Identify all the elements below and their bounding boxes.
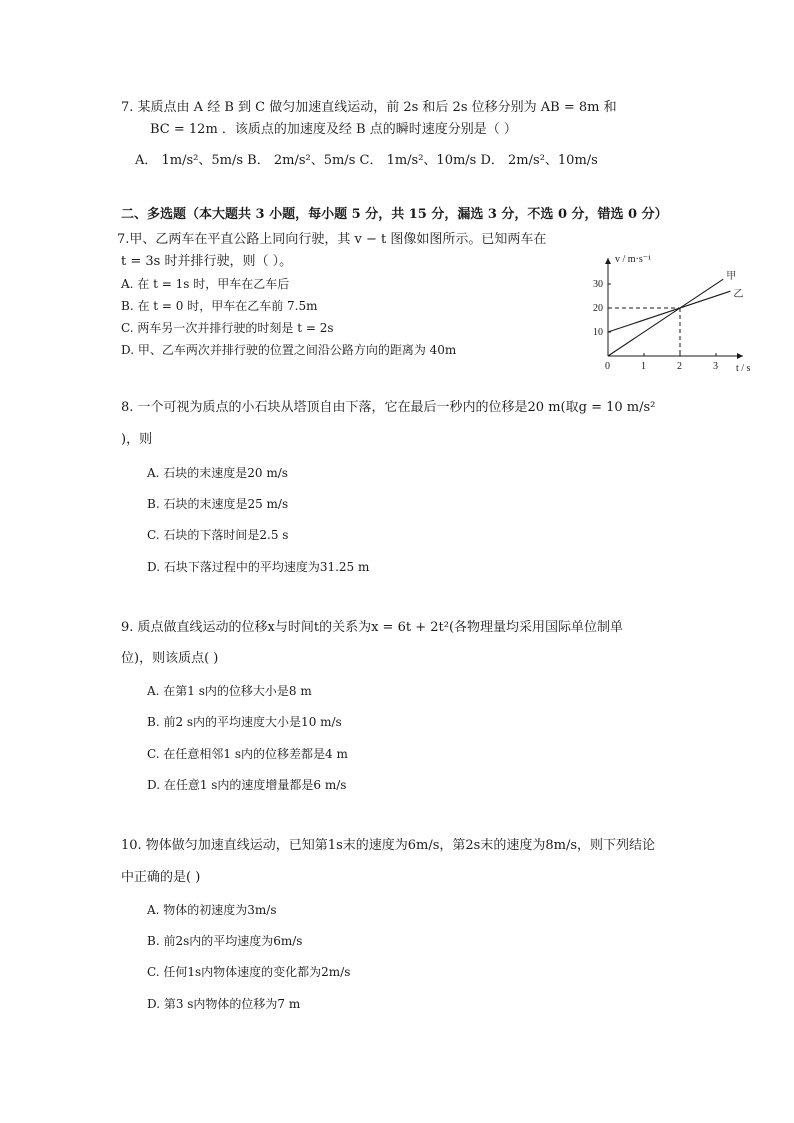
q7a-line2: BC = 12m ．该质点的加速度及经 B 点的瞬时速度分别是（ ） — [150, 122, 517, 137]
q8-option-a: A. 石块的末速度是20 m/s — [147, 466, 288, 480]
y-tick-label: 30 — [593, 279, 603, 290]
x-tick-label: 3 — [713, 361, 718, 372]
q10-line2: 中正确的是( ) — [121, 870, 201, 885]
q8-line2: )，则 — [121, 432, 153, 447]
q7b-stem2: t = 3s 时并排行驶，则（ ）。 — [121, 254, 293, 269]
q9-option-a: A. 在第1 s内的位移大小是8 m — [147, 684, 312, 698]
q7b-option-c: C. 两车另一次并排行驶的时刻是 t = 2s — [121, 321, 334, 335]
q9-option-d: D. 在任意1 s内的速度增量都是6 m/s — [147, 778, 347, 792]
q8-line1: 8. 一个可视为质点的小石块从塔顶自由下落，它在最后一秒内的位移是20 m(取g = 10 m/s² — [121, 400, 656, 415]
series-label-2: 乙 — [733, 289, 744, 301]
q9-line1: 9. 质点做直线运动的位移x与时间t的关系为x = 6t + 2t²(各物理量均采用国际单位制单 — [121, 620, 624, 635]
x-tick-label: 2 — [677, 361, 682, 372]
q10-option-b: B. 前2s内的平均速度为6m/s — [147, 934, 303, 948]
q7b-stem1: 7.甲、乙两车在平直公路上同向行驶，其 v − t 图像如图所示。已知两车在 — [117, 232, 547, 247]
q8-option-d: D. 石块下落过程中的平均速度为31.25 m — [147, 560, 370, 574]
q7a-line1: 7. 某质点由 A 经 B 到 C 做匀加速直线运动，前 2s 和后 2s 位移分别为 AB = 8m 和 — [121, 100, 617, 115]
q7b-option-b: B. 在 t = 0 时，甲车在乙车前 7.5m — [121, 299, 318, 313]
q10-option-a: A. 物体的初速度为3m/s — [147, 903, 277, 917]
q10-option-c: C. 任何1s内物体速度的变化都为2m/s — [147, 965, 351, 979]
q7b-option-d: D. 甲、乙车两次并排行驶的位置之间沿公路方向的距离为 40m — [121, 343, 457, 357]
y-tick-label: 20 — [593, 303, 603, 314]
y-tick-label: 10 — [593, 327, 603, 338]
section-header: 二、多选题（本大题共 3 小题，每小题 5 分，共 15 分，漏选 3 分，不选 0 分，错选 0 分） — [121, 207, 668, 222]
q9-line2: 位)，则该质点( ) — [121, 651, 219, 666]
y-axis-label: v / m·s⁻¹ — [615, 254, 652, 265]
x-tick-label: 0 — [605, 361, 610, 372]
q10-line1: 10. 物体做匀加速直线运动，已知第1s末的速度为6m/s，第2s末的速度为8m/s，则下列结论 — [121, 838, 655, 853]
series-line-1 — [608, 279, 723, 356]
series-label-1: 甲 — [726, 271, 737, 283]
q7a-options: A． 1m/s²、5m/s B． 2m/s²、5m/s C． 1m/s²、10m/s D． 2m/s²、10m/s — [135, 153, 598, 168]
q8-option-b: B. 石块的末速度是25 m/s — [147, 497, 289, 511]
x-axis-label: t / s — [736, 363, 751, 374]
q9-option-c: C. 在任意相邻1 s内的位移差都是4 m — [147, 747, 348, 761]
q9-option-b: B. 前2 s内的平均速度大小是10 m/s — [147, 715, 342, 729]
vt-chart — [588, 250, 758, 380]
x-tick-label: 1 — [641, 361, 646, 372]
q10-option-d: D. 第3 s内物体的位移为7 m — [147, 997, 301, 1011]
q7b-option-a: A. 在 t = 1s 时，甲车在乙车后 — [121, 277, 290, 291]
q8-option-c: C. 石块的下落时间是2.5 s — [147, 528, 289, 542]
series-line-2 — [608, 291, 730, 332]
